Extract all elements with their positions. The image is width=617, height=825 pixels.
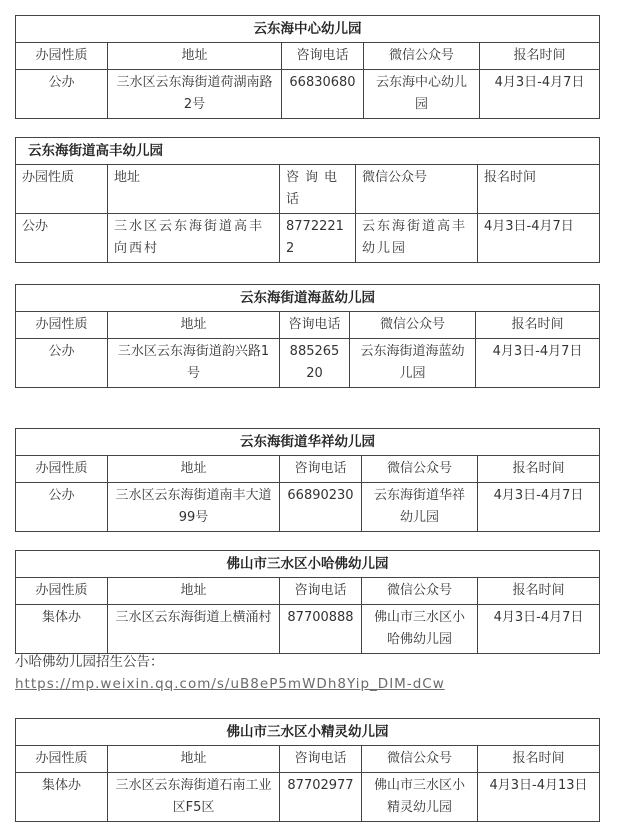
- cell-nature: 公办: [16, 339, 108, 388]
- header-address: 地址: [108, 312, 280, 339]
- header-phone: 咨询电话: [280, 746, 362, 773]
- header-address: 地址: [108, 456, 280, 483]
- notice-label: 小哈佛幼儿园招生公告：: [15, 654, 164, 670]
- header-phone: 咨询电话: [280, 456, 362, 483]
- cell-nature: 公办: [16, 70, 108, 119]
- cell-address: 三水区云东海街道荷湖南路2号: [108, 70, 282, 119]
- cell-nature: 公办: [16, 214, 108, 263]
- cell-wechat: 佛山市三水区小哈佛幼儿园: [362, 605, 478, 654]
- header-phone: 咨询电话: [282, 43, 364, 70]
- cell-time: 4月3日-4月13日: [478, 773, 600, 822]
- cell-wechat: 云东海中心幼儿园: [364, 70, 480, 119]
- header-address: 地址: [108, 578, 280, 605]
- cell-wechat: 佛山市三水区小精灵幼儿园: [362, 773, 478, 822]
- cell-phone: 66830680: [282, 70, 364, 119]
- header-phone: 咨询电话: [280, 165, 356, 214]
- header-phone: 咨询电话: [280, 312, 350, 339]
- header-time: 报名时间: [478, 578, 600, 605]
- kindergarten-name: 云东海街道高丰幼儿园: [16, 138, 600, 165]
- header-nature: 办园性质: [16, 746, 108, 773]
- cell-phone: 87700888: [280, 605, 362, 654]
- kindergarten-table-4: [15, 428, 600, 532]
- header-nature: 办园性质: [16, 578, 108, 605]
- kindergarten-table-5: [15, 550, 600, 654]
- cell-phone: 88526520: [280, 339, 350, 388]
- cell-time: 4月3日-4月7日: [476, 339, 600, 388]
- notice-link[interactable]: https://mp.weixin.qq.com/s/uB8eP5mWDh8Yip_DIM-dCw: [15, 676, 445, 692]
- header-time: 报名时间: [478, 165, 600, 214]
- header-wechat: 微信公众号: [350, 312, 476, 339]
- cell-time: 4月3日-4月7日: [478, 605, 600, 654]
- cell-wechat: 云东海街道海蓝幼儿园: [350, 339, 476, 388]
- cell-address: 三水区云东海街道南丰大道99号: [108, 483, 280, 532]
- header-time: 报名时间: [476, 312, 600, 339]
- header-address: 地址: [108, 165, 280, 214]
- header-nature: 办园性质: [16, 312, 108, 339]
- kindergarten-name: 云东海街道海蓝幼儿园: [16, 285, 600, 312]
- header-wechat: 微信公众号: [364, 43, 480, 70]
- header-wechat: 微信公众号: [356, 165, 478, 214]
- cell-address: 三水区云东海街道韵兴路1号: [108, 339, 280, 388]
- cell-nature: 公办: [16, 483, 108, 532]
- header-wechat: 微信公众号: [362, 746, 478, 773]
- header-wechat: 微信公众号: [362, 578, 478, 605]
- header-time: 报名时间: [478, 456, 600, 483]
- kindergarten-table-1: [15, 15, 600, 119]
- header-time: 报名时间: [480, 43, 600, 70]
- header-nature: 办园性质: [16, 165, 108, 214]
- cell-address: 三水区云东海街道石南工业区F5区: [108, 773, 280, 822]
- cell-wechat: 云东海街道高丰幼儿园: [356, 214, 478, 263]
- kindergarten-table-6: [15, 718, 600, 822]
- header-nature: 办园性质: [16, 456, 108, 483]
- kindergarten-table-2: [15, 137, 600, 263]
- kindergarten-table-3: [15, 284, 600, 388]
- header-nature: 办园性质: [16, 43, 108, 70]
- header-address: 地址: [108, 43, 282, 70]
- kindergarten-name: 云东海中心幼儿园: [16, 16, 600, 43]
- header-phone: 咨询电话: [280, 578, 362, 605]
- cell-nature: 集体办: [16, 605, 108, 654]
- cell-time: 4月3日-4月7日: [478, 483, 600, 532]
- cell-wechat: 云东海街道华祥幼儿园: [362, 483, 478, 532]
- header-address: 地址: [108, 746, 280, 773]
- cell-time: 4月3日-4月7日: [478, 214, 600, 263]
- cell-phone: 87702977: [280, 773, 362, 822]
- cell-address: 三水区云东海街道高丰向西村: [108, 214, 280, 263]
- cell-nature: 集体办: [16, 773, 108, 822]
- header-wechat: 微信公众号: [362, 456, 478, 483]
- kindergarten-name: 佛山市三水区小精灵幼儿园: [16, 719, 600, 746]
- cell-phone: 87722212: [280, 214, 356, 263]
- cell-phone: 66890230: [280, 483, 362, 532]
- header-time: 报名时间: [478, 746, 600, 773]
- admission-notice: [15, 651, 445, 695]
- kindergarten-name: 佛山市三水区小哈佛幼儿园: [16, 551, 600, 578]
- kindergarten-name: 云东海街道华祥幼儿园: [16, 429, 600, 456]
- cell-address: 三水区云东海街道上横涌村: [108, 605, 280, 654]
- cell-time: 4月3日-4月7日: [480, 70, 600, 119]
